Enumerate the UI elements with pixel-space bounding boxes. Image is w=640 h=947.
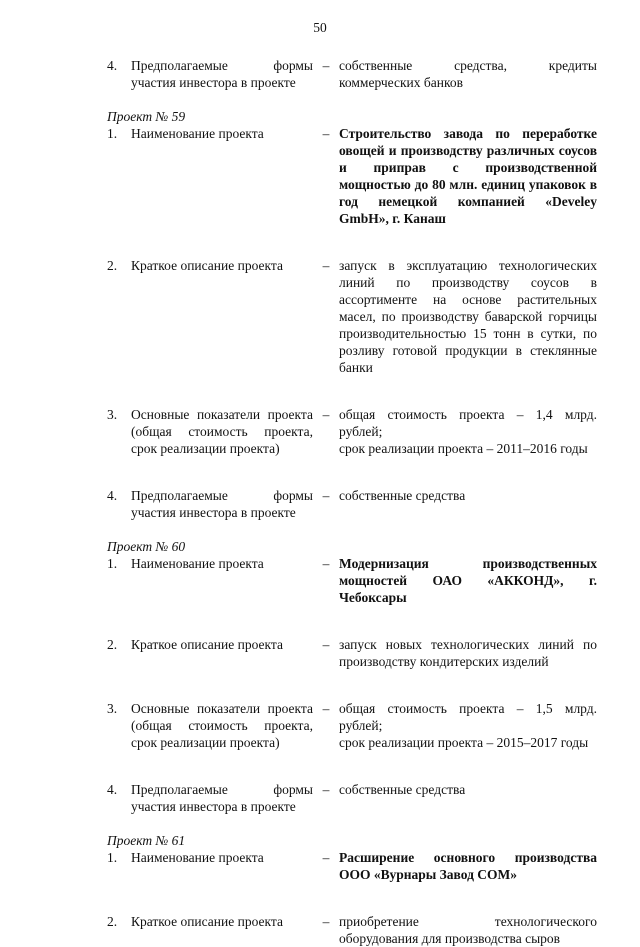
item-dash: –: [322, 258, 330, 273]
item-dash: –: [322, 914, 330, 929]
item-number: 1.: [107, 126, 118, 141]
item-label: Наименование проекта: [131, 126, 264, 141]
item-label: Основные показатели проекта (общая стоимость проекта, срок реализации проекта): [131, 407, 313, 456]
item-dash: –: [322, 407, 330, 422]
document-body: [107, 57, 597, 947]
item-label: Предполагаемые формы участия инвестора в проекте: [131, 488, 313, 520]
item-number: 3.: [107, 701, 118, 716]
item-value-term: срок реализации проекта – 2011–2016 годы: [339, 441, 588, 456]
item-number: 4.: [107, 58, 118, 73]
item-value: [339, 700, 597, 751]
project-title: Проект № 60: [107, 539, 186, 554]
item-value: запуск в эксплуатацию технологических линий по производству соусов в ассортименте на основе растительных масел, по производству баварской горчицы производительностью 15 тонн в сутки, по розливу готовой продукции в стеклянные банки: [339, 258, 597, 375]
item-value: собственные средства, кредиты коммерческих банков: [339, 58, 597, 90]
item-value-cost: общая стоимость проекта – 1,5 млрд. рублей;: [339, 701, 597, 733]
project-item-row: [107, 555, 597, 606]
item-dash: –: [322, 58, 330, 73]
project-title: Проект № 59: [107, 109, 186, 124]
project-item-row: [107, 257, 597, 376]
project-item-row: [107, 913, 597, 947]
item-dash: –: [322, 701, 330, 716]
item-value: собственные средства: [339, 782, 466, 797]
item-value: собственные средства: [339, 488, 466, 503]
item-dash: –: [322, 126, 330, 141]
item-label: Наименование проекта: [131, 556, 264, 571]
item-label: Краткое описание проекта: [131, 258, 283, 273]
project-item-row: [107, 125, 597, 227]
project-title: Проект № 61: [107, 833, 186, 848]
item-value: запуск новых технологических линий по производству кондитерских изделий: [339, 637, 597, 669]
item-value-cost: общая стоимость проекта – 1,4 млрд. рублей;: [339, 407, 597, 439]
item-number: 4.: [107, 488, 118, 503]
item-number: 3.: [107, 407, 118, 422]
item-number: 2.: [107, 258, 118, 273]
item-dash: –: [322, 637, 330, 652]
item-number: 1.: [107, 850, 118, 865]
item-label: Предполагаемые формы участия инвестора в проекте: [131, 782, 313, 814]
item-value: Расширение основного производства ООО «Вурнары Завод СОМ»: [339, 850, 597, 882]
item-value: [339, 406, 597, 457]
top-item-row: [107, 57, 597, 91]
item-dash: –: [322, 850, 330, 865]
item-dash: –: [322, 556, 330, 571]
item-dash: –: [322, 488, 330, 503]
item-value: Модернизация производственных мощностей ОАО «АККОНД», г. Чебоксары: [339, 556, 597, 605]
item-value-term: срок реализации проекта – 2015–2017 годы: [339, 735, 589, 750]
item-value: Строительство завода по переработке овощей и производству различных соусов и приправ с производственной мощностью до 80 млн. единиц упаковок в год немецкой компанией «Develey GmbH», г. Канаш: [339, 126, 597, 226]
project-item-row: [107, 636, 597, 670]
item-label: Основные показатели проекта (общая стоимость проекта, срок реализации проекта): [131, 701, 313, 750]
project-item-row: [107, 781, 597, 815]
project-item-row: [107, 849, 597, 883]
item-label: Краткое описание проекта: [131, 637, 283, 652]
item-label: Краткое описание проекта: [131, 914, 283, 929]
item-value: приобретение технологического оборудования для производства сыров: [339, 914, 597, 946]
item-number: 4.: [107, 782, 118, 797]
item-number: 1.: [107, 556, 118, 571]
item-number: 2.: [107, 914, 118, 929]
page-number: 50: [313, 20, 327, 35]
item-label: Предполагаемые формы участия инвестора в проекте: [131, 58, 313, 90]
item-dash: –: [322, 782, 330, 797]
project-item-row: [107, 406, 597, 457]
item-number: 2.: [107, 637, 118, 652]
project-item-row: [107, 487, 597, 521]
item-label: Наименование проекта: [131, 850, 264, 865]
project-item-row: [107, 700, 597, 751]
